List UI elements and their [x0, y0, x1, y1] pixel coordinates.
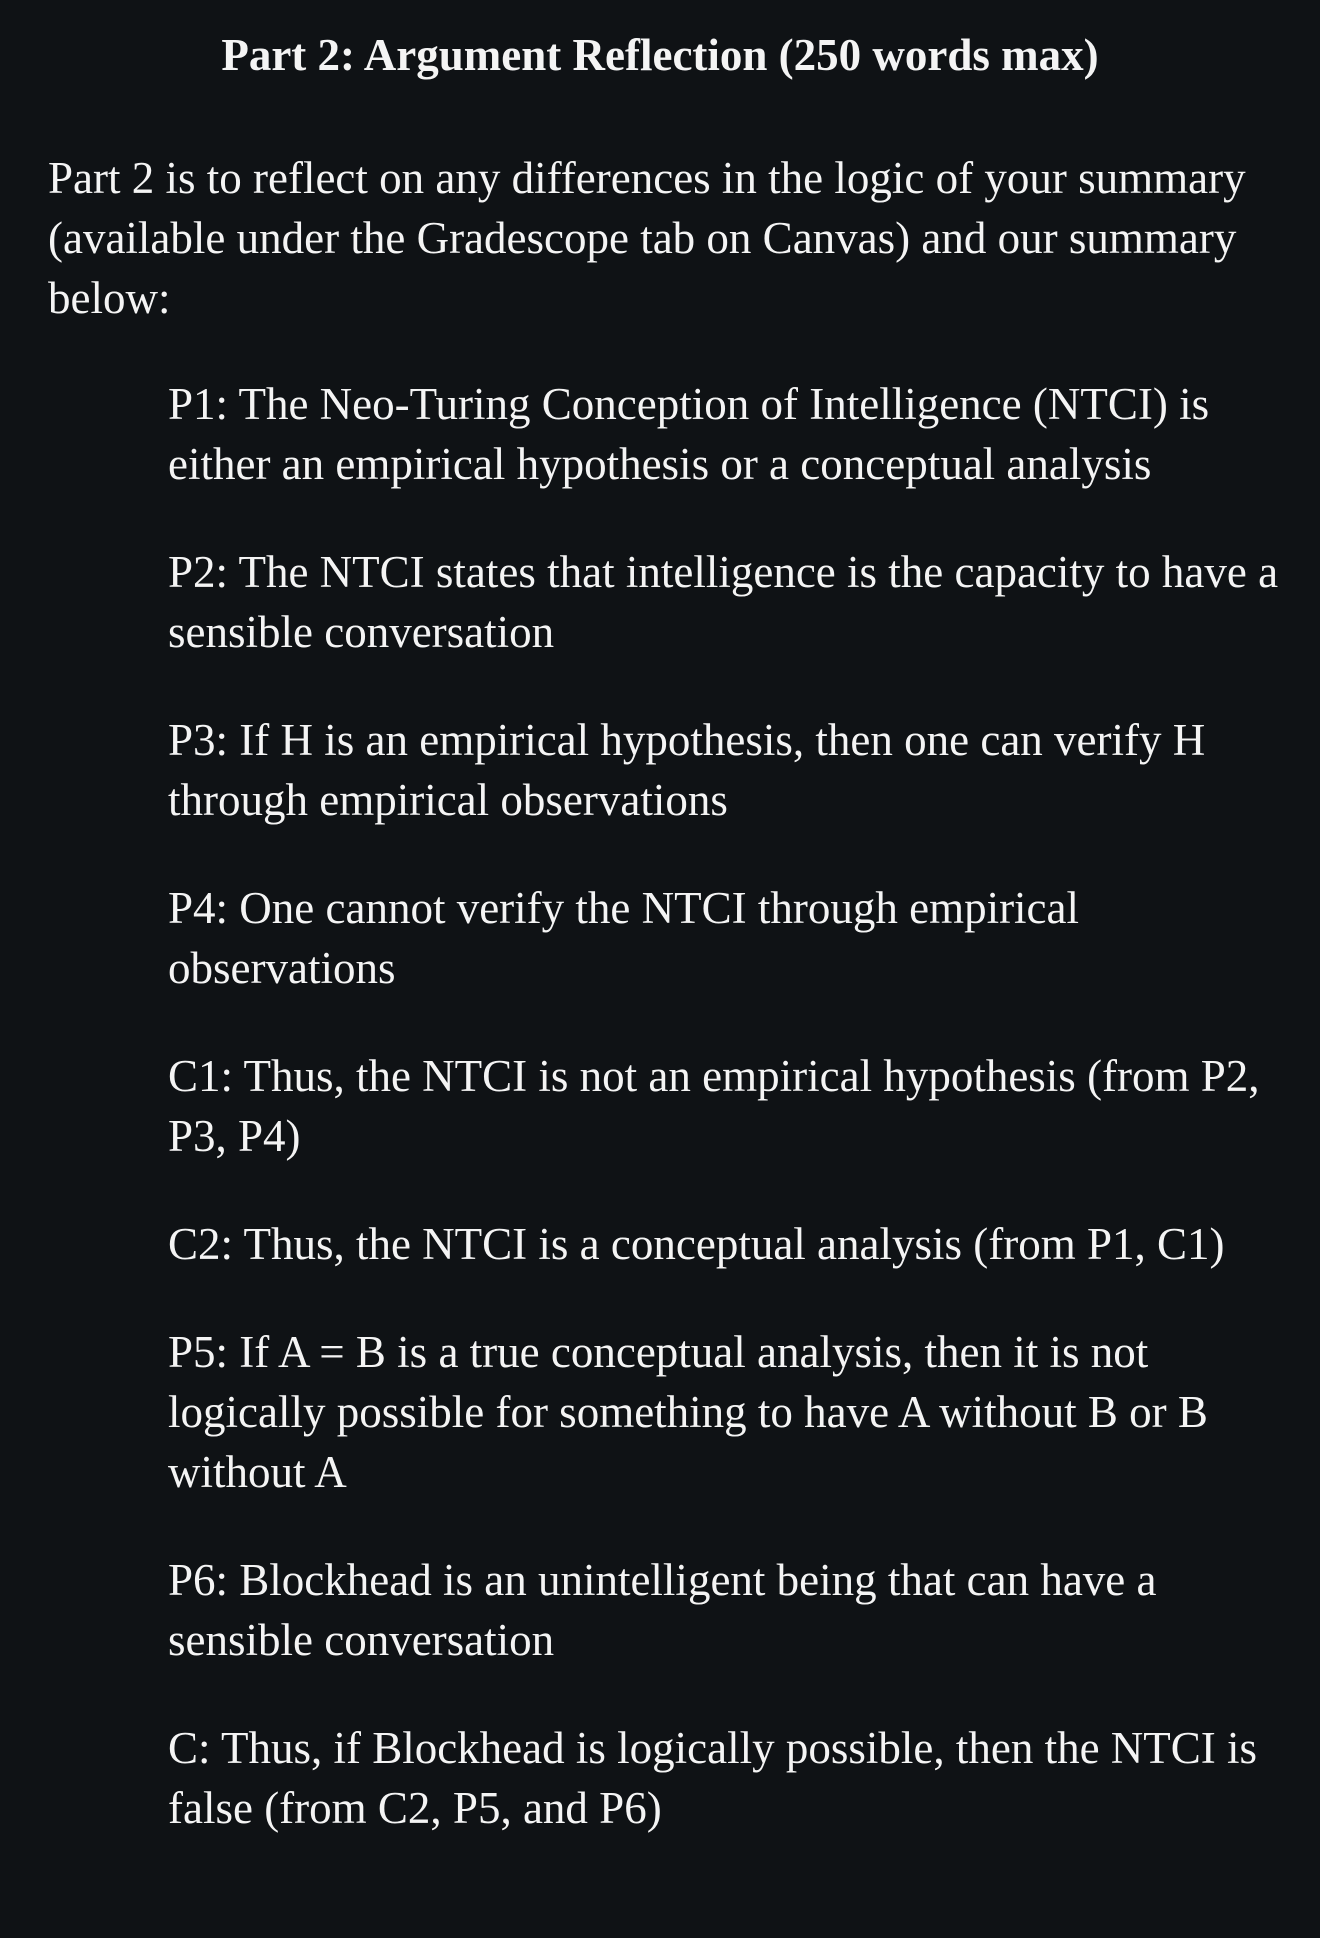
premise-p6: P6: Blockhead is an unintelligent being that can have a sensible conversation [168, 1555, 1157, 1665]
final-conclusion: C: Thus, if Blockhead is logically possible, then the NTCI is false (from C2, P5, and P6) [168, 1723, 1258, 1833]
premise-p4: P4: One cannot verify the NTCI through empirical observations [168, 883, 1080, 993]
premise-p3: P3: If H is an empirical hypothesis, then one can verify H through empirical observations [168, 715, 1206, 825]
conclusion-c2: C2: Thus, the NTCI is a conceptual analysis (from P1, C1) [168, 1219, 1225, 1269]
conclusion-c1: C1: Thus, the NTCI is not an empirical hypothesis (from P2, P3, P4) [168, 1051, 1260, 1161]
premise-p2: P2: The NTCI states that intelligence is the capacity to have a sensible conversation [168, 547, 1279, 657]
page-title: Part 2: Argument Reflection (250 words max) [221, 30, 1099, 80]
intro-paragraph: Part 2 is to reflect on any differences in the logic of your summary (available under the Gradescope tab on Canvas) and our summary below: [48, 153, 1246, 323]
argument-list [168, 374, 1308, 1886]
premise-p5: P5: If A = B is a true conceptual analysis, then it is not logically possible for something to have A without B or B without A [168, 1327, 1208, 1497]
premise-p1: P1: The Neo-Turing Conception of Intelligence (NTCI) is either an empirical hypothesis or a conceptual analysis [168, 379, 1210, 489]
